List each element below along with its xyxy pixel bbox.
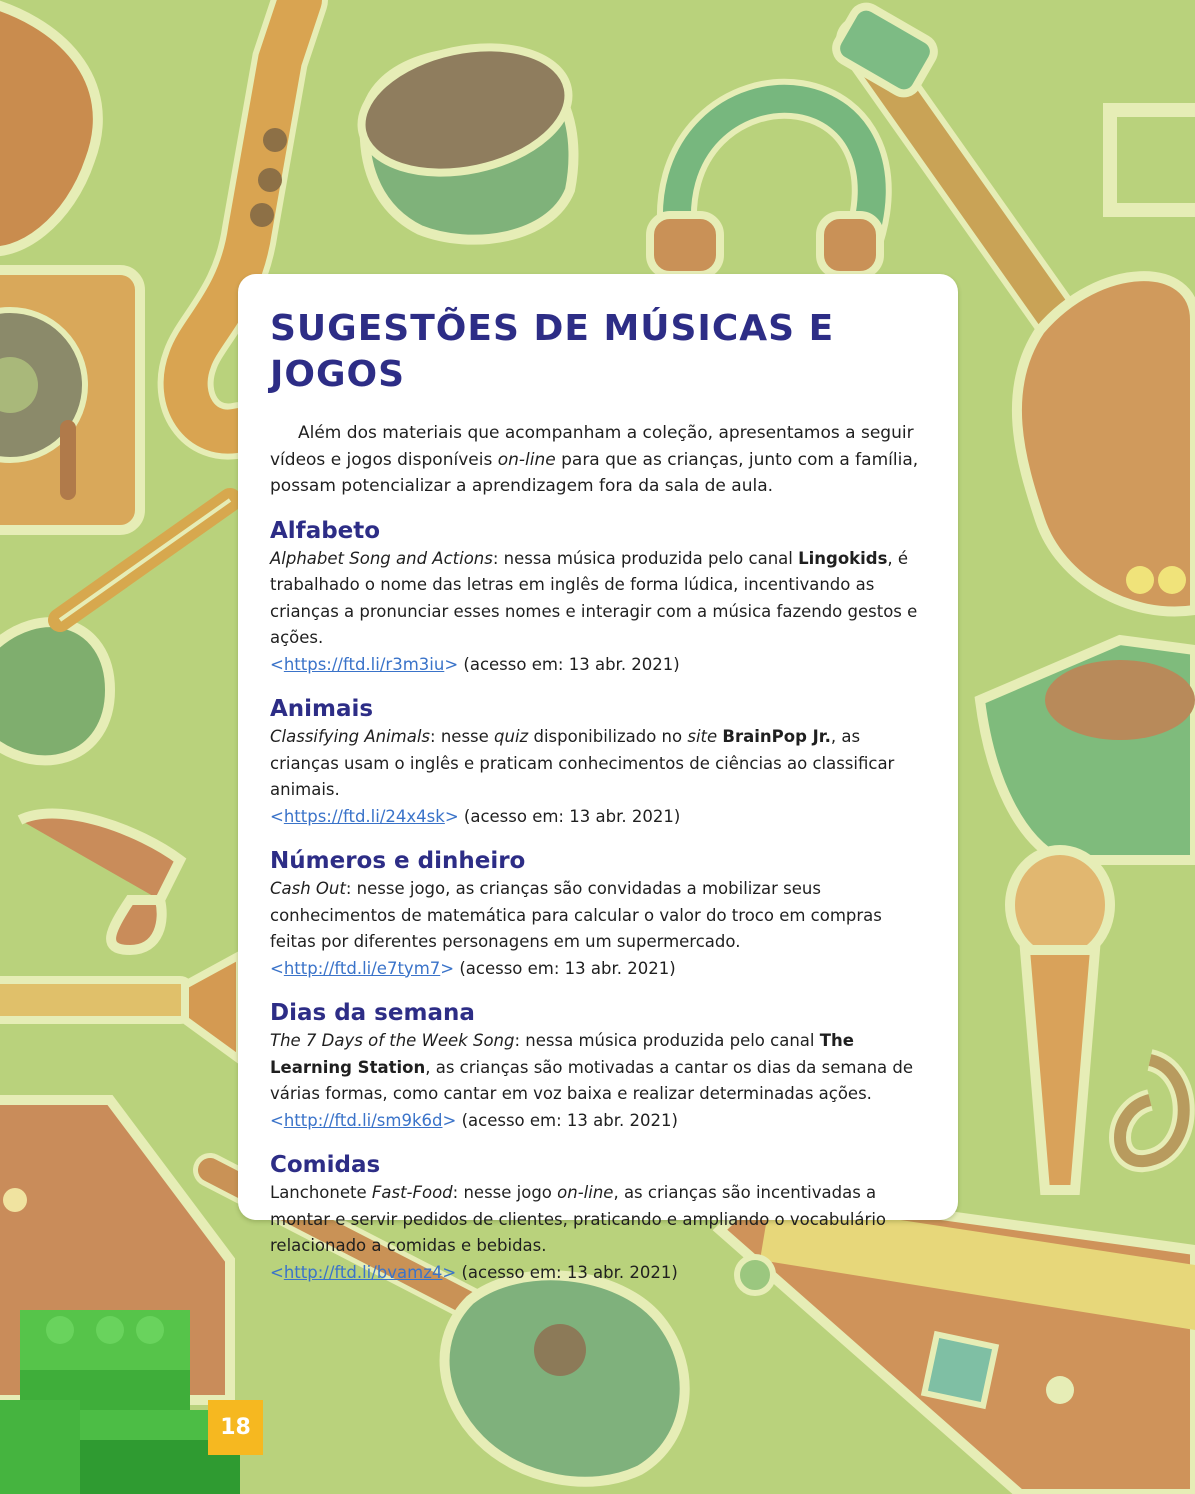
section-heading: Números e dinheiro bbox=[270, 848, 526, 874]
channel-name: The Learning Station bbox=[270, 1031, 854, 1077]
section-heading: Animais bbox=[270, 696, 374, 722]
resource-link-line bbox=[270, 804, 926, 831]
description-text: : nesse jogo, as crianças são convidadas a mobilizar seus conhecimentos de matemática para calcular o valor do troco em compras feitas por diferentes personagens em um supermercado. bbox=[270, 879, 882, 951]
resource-link[interactable]: https://ftd.li/24x4sk bbox=[283, 806, 445, 826]
section-alfabeto bbox=[270, 516, 926, 679]
section-description bbox=[270, 546, 926, 652]
access-date: (acesso em: 13 abr. 2021) bbox=[461, 1110, 678, 1130]
section-description bbox=[270, 1028, 926, 1108]
intro-text-3: para que as crianças, junto com a família, possam potencializar a aprendizagem fora da sala de aula. bbox=[270, 449, 919, 496]
section-comidas bbox=[270, 1150, 926, 1286]
italic-term: Cash Out bbox=[270, 879, 346, 898]
description-text: : nesse jogo bbox=[452, 1183, 558, 1202]
access-date: (acesso em: 13 abr. 2021) bbox=[463, 654, 680, 674]
page-title: SUGESTÕES DE MÚSICAS E JOGOS bbox=[270, 308, 835, 395]
intro-text-2: on-line bbox=[497, 449, 556, 470]
description-text: , as crianças são motivadas a cantar os dias da semana de várias formas, como cantar em voz baixa e realizar determinadas ações. bbox=[270, 1057, 914, 1103]
intro-text-1: Além dos materiais que acompanham a coleção, apresentamos a seguir vídeos e jogos disponíveis bbox=[270, 423, 914, 470]
access-date: (acesso em: 13 abr. 2021) bbox=[463, 806, 681, 826]
section-animais bbox=[270, 694, 926, 830]
turntable-icon bbox=[0, 270, 140, 530]
link-bracket-open: < bbox=[270, 958, 284, 978]
access-date: (acesso em: 13 abr. 2021) bbox=[461, 1262, 678, 1282]
description-text: : nesse bbox=[430, 727, 495, 746]
description-text: , as crianças são incentivadas a montar e servir pedidos de clientes, praticando e ampliando o vocabulário relacionado a comidas e bebidas. bbox=[270, 1183, 887, 1255]
description-text: disponibilizado no bbox=[528, 727, 688, 746]
link-bracket-close: > bbox=[442, 1262, 457, 1282]
italic-term: on-line bbox=[557, 1183, 614, 1202]
description-text: , as crianças usam o inglês e praticam conhecimentos de ciências ao classificar animais. bbox=[270, 727, 895, 799]
link-bracket-close: > bbox=[440, 958, 455, 978]
content-card bbox=[238, 274, 958, 1282]
section-heading: Comidas bbox=[270, 1152, 381, 1178]
section-description bbox=[270, 876, 926, 956]
intro-paragraph bbox=[270, 420, 926, 500]
description-text: , é trabalhado o nome das letras em inglês de forma lúdica, incentivando as crianças a pronunciar esses nomes e interagir com a música fazendo gestos e ações. bbox=[270, 548, 918, 647]
description-text: Lanchonete bbox=[270, 1183, 372, 1202]
section-heading: Alfabeto bbox=[270, 517, 381, 544]
resource-link[interactable]: http://ftd.li/bvamz4 bbox=[283, 1262, 443, 1282]
description-text: : nessa música produzida pelo canal bbox=[492, 548, 799, 568]
italic-term: quiz bbox=[494, 727, 529, 746]
link-bracket-close: > bbox=[442, 1110, 457, 1130]
link-bracket-open: < bbox=[270, 806, 284, 826]
link-bracket-close: > bbox=[444, 806, 459, 826]
resource-link-line bbox=[270, 1108, 926, 1135]
link-bracket-close: > bbox=[444, 654, 459, 674]
description-text: : nessa música produzida pelo canal bbox=[514, 1031, 820, 1050]
resource-link[interactable]: http://ftd.li/sm9k6d bbox=[283, 1110, 443, 1130]
resource-link-line bbox=[270, 956, 926, 983]
section-description bbox=[270, 724, 926, 804]
resource-link[interactable]: http://ftd.li/e7tym7 bbox=[283, 958, 441, 978]
section-description bbox=[270, 1180, 926, 1260]
link-bracket-open: < bbox=[270, 1110, 284, 1130]
page-number: 18 bbox=[208, 1400, 263, 1455]
italic-term: Classifying Animals bbox=[270, 727, 431, 746]
link-bracket-open: < bbox=[270, 654, 284, 674]
resource-link[interactable]: https://ftd.li/r3m3iu bbox=[283, 654, 445, 674]
italic-term: The 7 Days of the Week Song bbox=[270, 1031, 515, 1050]
section-numeros-e-dinheiro bbox=[270, 846, 926, 982]
section-dias-da-semana bbox=[270, 998, 926, 1134]
section-heading: Dias da semana bbox=[270, 1000, 475, 1026]
italic-term: Alphabet Song and Actions bbox=[270, 548, 493, 568]
channel-name: BrainPop Jr. bbox=[722, 727, 831, 746]
italic-term: site bbox=[687, 727, 718, 746]
resource-link-line bbox=[270, 652, 926, 679]
resource-link-line bbox=[270, 1260, 926, 1287]
italic-term: Fast-Food bbox=[371, 1183, 453, 1202]
link-bracket-open: < bbox=[270, 1262, 284, 1282]
access-date: (acesso em: 13 abr. 2021) bbox=[459, 958, 676, 978]
channel-name: Lingokids bbox=[798, 548, 888, 568]
